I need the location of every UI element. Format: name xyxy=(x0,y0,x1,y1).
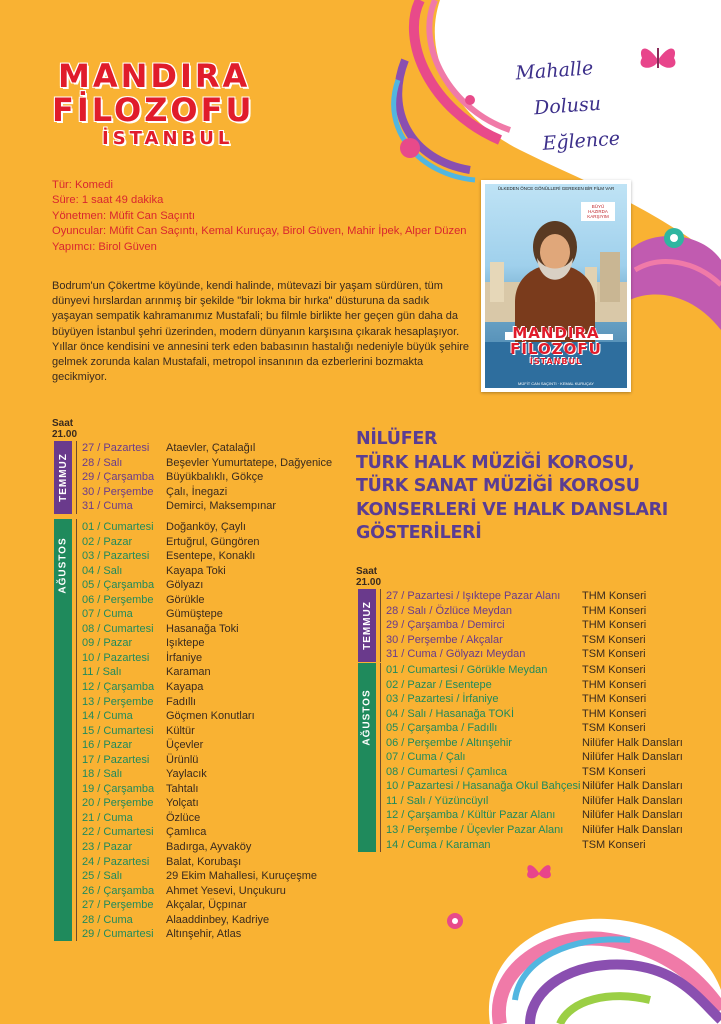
schedule-row xyxy=(82,622,382,637)
title-line-2: FİLOZOFU xyxy=(52,91,255,129)
schedule-date: 09 / Pazar xyxy=(82,637,133,650)
schedule-place: Ertuğrul, Güngören xyxy=(166,535,260,548)
schedule-date: 30 / Perşembe / Akçalar xyxy=(386,633,503,646)
schedule-place: Tahtalı xyxy=(166,782,199,795)
concert-schedule-agustos xyxy=(386,663,706,852)
schedule-place: Demirci, Maksempınar xyxy=(166,500,277,513)
schedule-place: TSM Konseri xyxy=(582,664,646,676)
schedule-place: Kültür xyxy=(166,724,195,737)
schedule-row xyxy=(82,695,382,710)
schedule-row xyxy=(82,709,382,724)
schedule-row xyxy=(82,593,382,608)
schedule-place: THM Konseri xyxy=(582,707,647,720)
schedule-date: 18 / Salı xyxy=(82,768,123,781)
schedule-place: TSM Konseri xyxy=(582,722,646,735)
schedule-row xyxy=(82,738,382,753)
schedule-date: 23 / Pazar xyxy=(82,841,133,854)
schedule-date: 03 / Pazartesi xyxy=(82,550,150,563)
poster-title-2: FİLOZOFU xyxy=(510,340,602,358)
film-duration: Süre: 1 saat 49 dakika xyxy=(52,194,164,207)
film-schedule-temmuz xyxy=(82,441,382,514)
schedule-row xyxy=(386,618,706,633)
schedule-row xyxy=(386,692,706,707)
schedule-date: 15 / Cumartesi xyxy=(82,724,154,737)
schedule-place: Ataevler, Çatalağıl xyxy=(166,442,256,454)
film-schedule-time xyxy=(52,418,77,440)
schedule-place: THM Konseri xyxy=(582,604,647,617)
schedule-place: Görükle xyxy=(166,593,205,606)
concert-heading-line: GÖSTERİLERİ xyxy=(356,523,482,543)
schedule-place: Çamlıca xyxy=(166,826,207,839)
schedule-date: 13 / Perşembe xyxy=(82,695,154,708)
flower-icon xyxy=(446,912,464,930)
schedule-place: Balat, Korubaşı xyxy=(166,855,242,868)
tagline xyxy=(514,49,621,164)
schedule-row xyxy=(386,838,706,853)
divider-line xyxy=(380,589,381,662)
schedule-place: Kayapa Toki xyxy=(166,564,226,577)
schedule-row xyxy=(82,441,382,456)
schedule-date: 14 / Cuma xyxy=(82,710,133,723)
schedule-place: Nilüfer Halk Dansları xyxy=(582,794,683,807)
schedule-place: İrfaniye xyxy=(166,651,203,664)
butterfly-icon xyxy=(524,858,554,888)
concert-schedule-temmuz xyxy=(386,589,706,662)
schedule-date: 17 / Pazartesi xyxy=(82,753,150,766)
schedule-row xyxy=(386,663,706,678)
schedule-place: Alaaddinbey, Kadriye xyxy=(166,913,270,926)
month-label-temmuz: TEMMUZ xyxy=(54,441,72,514)
schedule-row xyxy=(386,721,706,736)
schedule-date: 06 / Perşembe / Altınşehir xyxy=(386,736,512,749)
schedule-place: TSM Konseri xyxy=(582,648,646,661)
film-description: Bodrum'un Çökertme köyünde, kendi halinde, mütevazi bir yaşam sürdüren, tüm dünyevi hırslardan arınmış bir şekilde "bir lokma bir hırka" düsturuna da sadık yaşayan sempatik kahramanımız Mustafali; bu filmle birlikte her geçen gün daha da büyüyen İstanbul şehri üzerinden, modern dünyanın karşısına çıkarak hesaplaşıyor. Yıllar önce kendisini ve annesini terk eden babasının hastalığı nedeniyle büyük şehire gelmek zorunda kalan Mustafali, metropol insanının da ezberlerini bozmakta gecikmiyor. xyxy=(52,280,470,384)
schedule-row xyxy=(82,499,382,514)
schedule-place: THM Konseri xyxy=(582,590,647,602)
schedule-date: 05 / Çarşamba / Fadıllı xyxy=(386,722,498,735)
schedule-row xyxy=(82,578,382,593)
schedule-row xyxy=(82,564,382,579)
film-producer: Yapımcı: Birol Güven xyxy=(52,240,157,253)
title-line-1: MANDIRA xyxy=(58,57,251,95)
schedule-row xyxy=(386,808,706,823)
schedule-date: 08 / Cumartesi / Çamlıca xyxy=(386,765,508,778)
schedule-place: Beşevler Yumurtatepe, Dağyenice xyxy=(166,456,333,469)
schedule-row xyxy=(82,782,382,797)
schedule-date: 13 / Perşembe / Üçevler Pazar Alanı xyxy=(386,824,564,837)
schedule-date: 07 / Cuma / Çalı xyxy=(386,751,466,764)
schedule-row xyxy=(82,470,382,485)
tagline-line-3: Eğlence xyxy=(541,127,621,155)
schedule-row xyxy=(82,549,382,564)
schedule-place: Fadıllı xyxy=(166,695,196,708)
schedule-place: TSM Konseri xyxy=(582,633,646,646)
divider-line xyxy=(76,519,77,941)
schedule-date: 27 / Perşembe xyxy=(82,899,154,912)
schedule-place: Gümüştepe xyxy=(166,608,223,621)
schedule-date: 11 / Salı / Yüzüncüyıl xyxy=(386,794,489,807)
schedule-date: 31 / Cuma xyxy=(82,500,133,513)
schedule-place: 29 Ekim Mahallesi, Kuruçeşme xyxy=(166,870,318,883)
schedule-date: 10 / Pazartesi / Hasanağa Okul Bahçesi xyxy=(386,780,581,793)
schedule-date: 01 / Cumartesi / Görükle Meydan xyxy=(386,664,548,676)
film-director: Yönetmen: Müfit Can Saçıntı xyxy=(52,209,196,222)
schedule-date: 19 / Çarşamba xyxy=(82,782,155,795)
schedule-place: TSM Konseri xyxy=(582,765,646,778)
schedule-place: Kayapa xyxy=(166,681,204,694)
schedule-date: 08 / Cumartesi xyxy=(82,622,154,635)
schedule-date: 05 / Çarşamba xyxy=(82,579,155,592)
schedule-date: 06 / Perşembe xyxy=(82,593,154,606)
poster-title-3: İSTANBUL xyxy=(529,357,583,366)
schedule-row xyxy=(82,665,382,680)
schedule-row xyxy=(82,680,382,695)
schedule-date: 29 / Cumartesi xyxy=(82,928,154,941)
schedule-date: 22 / Cumartesi xyxy=(82,826,154,839)
schedule-row xyxy=(386,604,706,619)
schedule-date: 14 / Cuma / Karaman xyxy=(386,838,491,851)
divider-line xyxy=(380,663,381,852)
saat-time: 21.00 xyxy=(356,577,382,588)
schedule-place: Üçevler xyxy=(166,739,204,752)
concert-heading-line: NİLÜFER xyxy=(356,429,438,449)
schedule-row xyxy=(82,825,382,840)
schedule-date: 24 / Pazartesi xyxy=(82,855,150,868)
schedule-row xyxy=(386,765,706,780)
poster-title-1: MANDIRA xyxy=(512,324,600,342)
schedule-date: 07 / Cuma xyxy=(82,608,133,621)
schedule-date: 03 / Pazartesi / İrfaniye xyxy=(386,693,499,706)
concert-heading-line: TÜRK SANAT MÜZİĞİ KOROSU xyxy=(356,476,640,496)
schedule-date: 28 / Cuma xyxy=(82,913,133,926)
schedule-date: 12 / Çarşamba / Kültür Pazar Alanı xyxy=(386,809,556,822)
schedule-place: Akçalar, Üçpınar xyxy=(166,899,247,912)
poster-top-text: ÜLKEDEN ÖNCE GÖNÜLLERİ GEREKEN BİR FİLM VAR xyxy=(497,186,615,191)
schedule-row xyxy=(386,678,706,693)
schedule-date: 25 / Salı xyxy=(82,870,123,883)
schedule-row xyxy=(386,633,706,648)
divider-line xyxy=(76,441,77,514)
schedule-row xyxy=(386,707,706,722)
schedule-date: 10 / Pazartesi xyxy=(82,651,150,664)
title-line-3: İSTANBUL xyxy=(102,128,234,149)
saat-label: Saat xyxy=(356,566,378,577)
schedule-row xyxy=(82,796,382,811)
month-label-agustos: AĞUSTOS xyxy=(54,519,72,941)
schedule-date: 27 / Pazartesi / Işıktepe Pazar Alanı xyxy=(386,590,561,602)
schedule-row xyxy=(82,636,382,651)
decorative-swirls-bottom xyxy=(460,840,721,1024)
poster-bottom-text: MÜFİT CAN SAÇINTI · KEMAL KURUÇAY xyxy=(518,381,594,386)
schedule-row xyxy=(82,520,382,535)
schedule-date: 16 / Pazar xyxy=(82,739,133,752)
butterfly-icon xyxy=(636,38,680,82)
schedule-date: 04 / Salı / Hasanağa TOKİ xyxy=(386,707,515,720)
poster-image xyxy=(485,184,627,388)
schedule-date: 30 / Perşembe xyxy=(82,485,154,498)
schedule-place: Hasanağa Toki xyxy=(166,622,239,635)
film-info xyxy=(52,178,467,255)
schedule-row xyxy=(82,913,382,928)
schedule-place: Nilüfer Halk Dansları xyxy=(582,751,683,764)
schedule-place: Özlüce xyxy=(166,811,201,824)
schedule-row xyxy=(386,779,706,794)
schedule-row xyxy=(82,607,382,622)
schedule-date: 02 / Pazar xyxy=(82,535,133,548)
schedule-place: Karaman xyxy=(166,666,211,679)
schedule-row xyxy=(82,724,382,739)
film-genre: Tür: Komedi xyxy=(52,179,113,191)
schedule-place: THM Konseri xyxy=(582,619,647,632)
schedule-date: 26 / Çarşamba xyxy=(82,884,155,897)
schedule-date: 29 / Çarşamba xyxy=(82,471,155,484)
film-title xyxy=(52,57,312,149)
tagline-line-1: Mahalle xyxy=(514,57,594,85)
film-poster xyxy=(481,180,631,392)
schedule-place: Nilüfer Halk Dansları xyxy=(582,780,683,793)
schedule-row xyxy=(386,823,706,838)
schedule-row xyxy=(386,647,706,662)
schedule-row xyxy=(386,589,706,604)
schedule-place: Doğanköy, Çaylı xyxy=(166,521,246,533)
schedule-row xyxy=(82,855,382,870)
schedule-place: Nilüfer Halk Dansları xyxy=(582,736,683,749)
schedule-place: THM Konseri xyxy=(582,693,647,706)
schedule-date: 31 / Cuma / Gölyazı Meydan xyxy=(386,648,526,661)
schedule-row xyxy=(82,811,382,826)
schedule-place: Göçmen Konutları xyxy=(166,710,255,723)
schedule-place: Esentepe, Konaklı xyxy=(166,550,256,563)
schedule-row xyxy=(82,884,382,899)
schedule-row xyxy=(82,753,382,768)
film-cast: Oyuncular: Müfit Can Saçıntı, Kemal Kuruçay, Birol Güven, Mahir İpek, Alper Düzen xyxy=(52,225,467,238)
schedule-place: Gölyazı xyxy=(166,579,204,592)
film-schedule-agustos xyxy=(82,520,382,942)
saat-time: 21.00 xyxy=(52,429,78,440)
schedule-date: 20 / Perşembe xyxy=(82,797,154,810)
month-label-agustos: AĞUSTOS xyxy=(358,663,376,852)
concert-heading xyxy=(356,428,668,546)
schedule-date: 28 / Salı xyxy=(82,456,123,469)
schedule-place: Badırga, Ayvaköy xyxy=(166,841,252,854)
schedule-row xyxy=(82,869,382,884)
schedule-row xyxy=(386,736,706,751)
schedule-row xyxy=(82,927,382,942)
schedule-date: 02 / Pazar / Esentepe xyxy=(386,678,492,691)
schedule-place: THM Konseri xyxy=(582,678,647,691)
schedule-place: Büyükbalıklı, Gökçe xyxy=(166,471,264,484)
schedule-row xyxy=(386,794,706,809)
schedule-row xyxy=(386,750,706,765)
saat-label: Saat xyxy=(52,418,74,429)
schedule-date: 11 / Salı xyxy=(82,666,122,679)
schedule-date: 29 / Çarşamba / Demirci xyxy=(386,619,505,632)
schedule-place: Çalı, İnegazi xyxy=(166,485,228,498)
schedule-place: Yolçatı xyxy=(166,797,199,810)
schedule-date: 12 / Çarşamba xyxy=(82,681,155,694)
tagline-line-2: Dolusu xyxy=(533,92,602,120)
concert-schedule-time xyxy=(356,566,381,588)
schedule-row xyxy=(82,651,382,666)
schedule-place: Nilüfer Halk Dansları xyxy=(582,824,683,837)
schedule-place: Yaylacık xyxy=(166,768,207,781)
schedule-row xyxy=(82,898,382,913)
concert-heading-line: KONSERLERİ VE HALK DANSLARI xyxy=(356,499,669,520)
schedule-row xyxy=(82,767,382,782)
schedule-place: Altınşehir, Atlas xyxy=(166,928,242,941)
schedule-date: 01 / Cumartesi xyxy=(82,521,154,533)
month-label-temmuz: TEMMUZ xyxy=(358,589,376,662)
schedule-date: 04 / Salı xyxy=(82,564,123,577)
concert-heading-line: TÜRK HALK MÜZİĞİ KOROSU, xyxy=(356,452,635,473)
schedule-place: Ürünlü xyxy=(166,753,199,766)
schedule-place: Işıktepe xyxy=(166,637,205,650)
schedule-place: Nilüfer Halk Dansları xyxy=(582,809,683,822)
schedule-date: 28 / Salı / Özlüce Meydan xyxy=(386,604,512,617)
schedule-place: TSM Konseri xyxy=(582,838,646,851)
schedule-date: 27 / Pazartesi xyxy=(82,442,150,454)
poster-badge: BÜYÜ HAZIRDA KARŞIYIM xyxy=(581,202,615,221)
schedule-place: Ahmet Yesevi, Unçukuru xyxy=(166,884,286,897)
schedule-row xyxy=(82,456,382,471)
schedule-row xyxy=(82,485,382,500)
schedule-date: 21 / Cuma xyxy=(82,811,133,824)
schedule-row xyxy=(82,535,382,550)
schedule-row xyxy=(82,840,382,855)
